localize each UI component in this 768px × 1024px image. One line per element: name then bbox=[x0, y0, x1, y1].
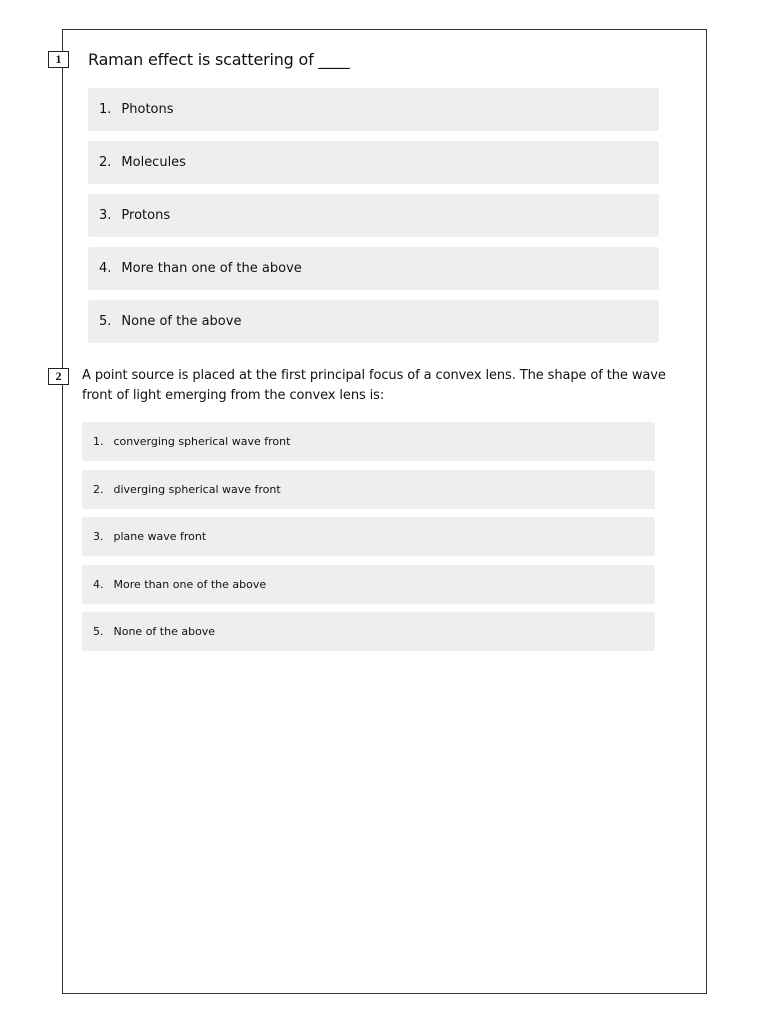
question-number-2: 2 bbox=[48, 368, 69, 385]
option-number: 5. bbox=[93, 625, 104, 638]
option-number: 4. bbox=[93, 578, 104, 591]
option-number: 2. bbox=[99, 155, 112, 170]
q1-option-3[interactable] bbox=[88, 194, 659, 237]
option-number: 5. bbox=[99, 314, 112, 329]
option-number: 1. bbox=[93, 435, 104, 448]
q2-option-4[interactable] bbox=[82, 565, 655, 604]
option-number: 3. bbox=[99, 208, 112, 223]
option-label: Photons bbox=[121, 102, 174, 117]
q2-option-2[interactable] bbox=[82, 470, 655, 509]
option-label: More than one of the above bbox=[113, 578, 267, 591]
option-label: None of the above bbox=[121, 314, 242, 329]
question-number-1: 1 bbox=[48, 51, 69, 68]
option-label: converging spherical wave front bbox=[113, 435, 291, 448]
q1-option-5[interactable] bbox=[88, 300, 659, 343]
option-label: None of the above bbox=[113, 625, 216, 638]
option-label: Protons bbox=[121, 208, 171, 223]
question-text-1: Raman effect is scattering of ____ bbox=[88, 50, 350, 69]
option-label: Molecules bbox=[121, 155, 186, 170]
option-number: 3. bbox=[93, 530, 104, 543]
q2-option-5[interactable] bbox=[82, 612, 655, 651]
q1-option-1[interactable] bbox=[88, 88, 659, 131]
option-label: plane wave front bbox=[113, 530, 207, 543]
q2-option-3[interactable] bbox=[82, 517, 655, 556]
option-label: More than one of the above bbox=[121, 261, 302, 276]
q1-option-4[interactable] bbox=[88, 247, 659, 290]
option-label: diverging spherical wave front bbox=[113, 483, 281, 496]
option-number: 2. bbox=[93, 483, 104, 496]
option-number: 4. bbox=[99, 261, 112, 276]
q2-option-1[interactable] bbox=[82, 422, 655, 461]
q1-option-2[interactable] bbox=[88, 141, 659, 184]
question-text-2: A point source is placed at the first principal focus of a convex lens. The shape of the wave front of light emerging from the convex lens is: bbox=[82, 368, 666, 403]
option-number: 1. bbox=[99, 102, 112, 117]
